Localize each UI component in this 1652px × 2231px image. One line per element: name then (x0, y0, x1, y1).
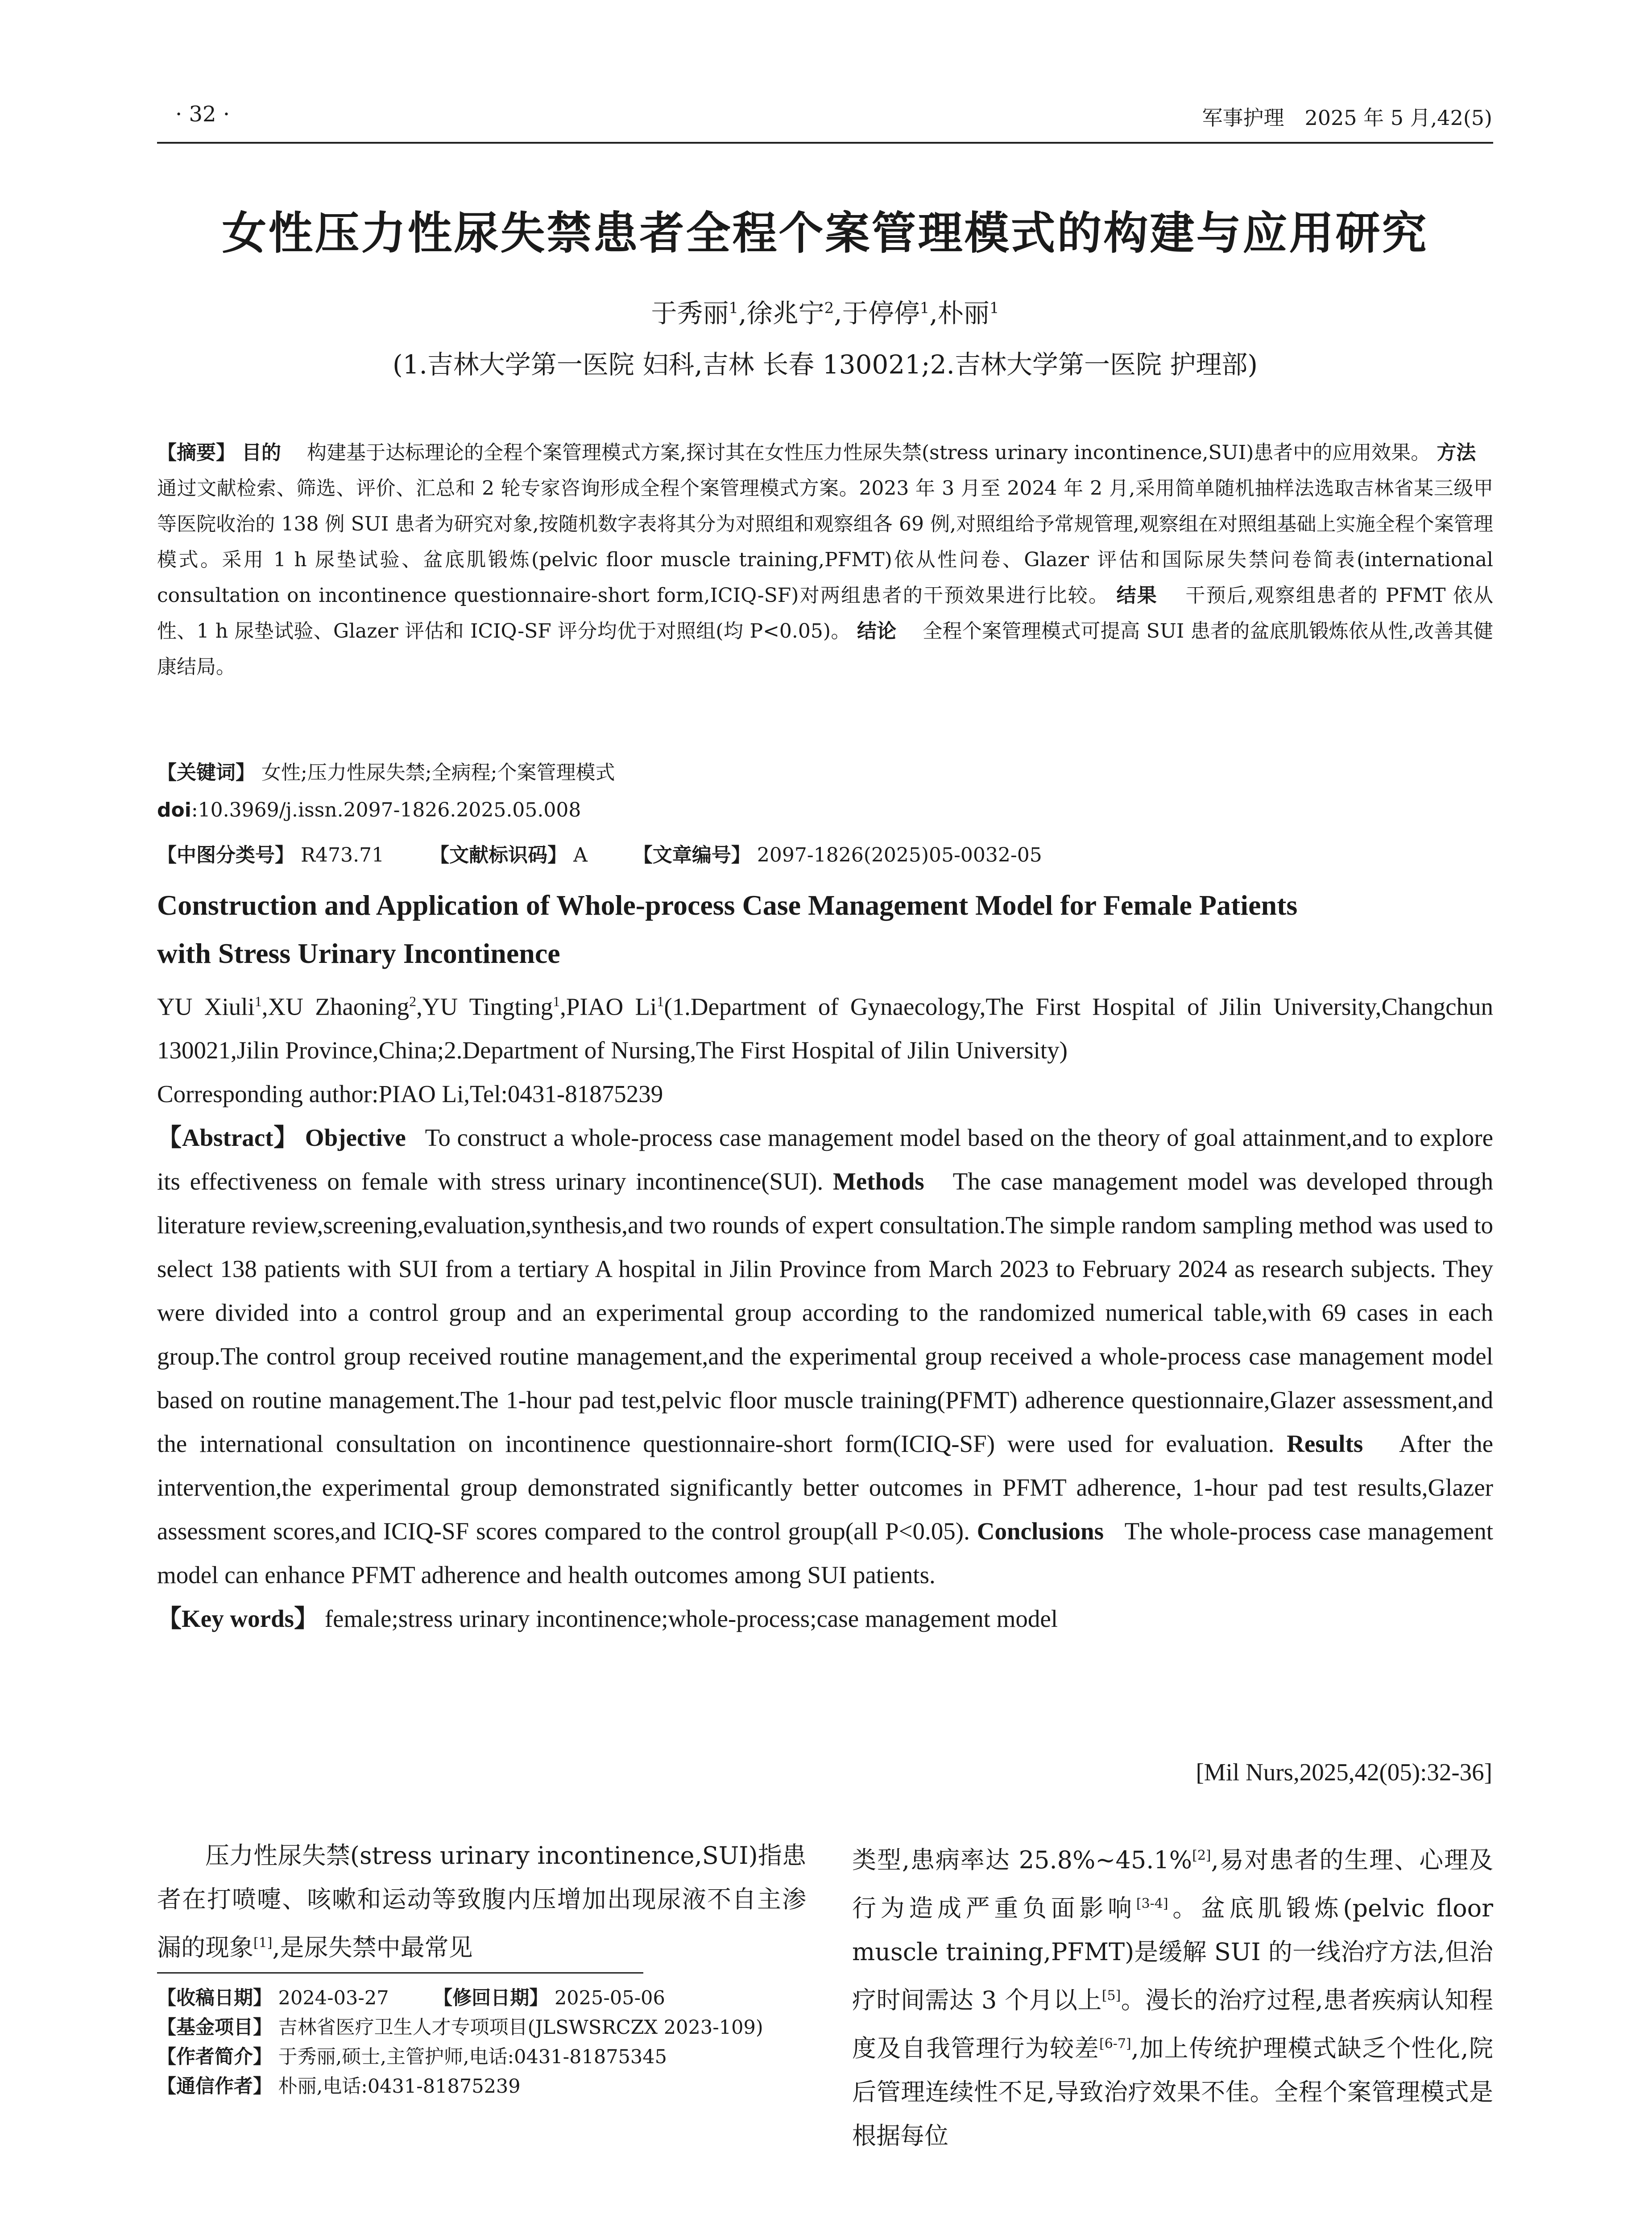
keywords-en-text: female;stress urinary incontinence;whole-process;case management model (324, 1605, 1058, 1633)
corresponding-text: 朴丽,电话:0431-81875239 (278, 2075, 521, 2098)
clc-value: R473.71 (301, 844, 385, 867)
reference-mark[interactable]: [2] (1192, 1848, 1211, 1863)
author-name-en: PIAO Li (566, 993, 657, 1020)
article-no-label: 【文章编号】 (633, 844, 751, 867)
author-name-en: XU Zhaoning (268, 993, 410, 1020)
revised-label: 【修回日期】 (433, 1987, 549, 2009)
reference-mark[interactable]: [1] (253, 1935, 273, 1951)
methods-label: 方法 (1437, 441, 1476, 464)
footnote-corresponding (157, 2072, 806, 2101)
methods-en-text: The case management model was developed through literature review,screening,evaluation,synthesis,and two rounds of expert consultation.The simple random sampling method was used to select 138 patients with SUI from a tertiary A hospital in Jilin Province from March 2023 to February 2024 as research subjects. They were divided into a control group and an experimental group according to the randomized numerical table,with 69 cases in each group.The control group received routine management,and the experimental group received a whole-process case management model based on routine management.The 1-hour pad test,pelvic floor muscle training(PFMT) adherence questionnaire,Glazer assessment,and the international consultation on incontinence questionnaire-short form(ICIQ-SF) were used for evaluation. (157, 1168, 1493, 1458)
author-bio-label: 【作者简介】 (157, 2046, 272, 2068)
authors-en: YU Xiuli$^1$,XU Zhaoning$^2$,YU Tingting$^1$,PIAO Li$^1$(1.Department of Gynaecology,The First Hospital of Jilin University,Changchun 130021,Jilin Province,China;2.Department of Nursing,The First Hospital of Jilin University) (157, 993, 1493, 1064)
body-paragraph (852, 1834, 1493, 2158)
body-text: ,易对患者的生理、心理及行为造成严重负面影响 (852, 1846, 1493, 1922)
objective-en-text: To construct a whole-process case management model based on the theory of goal attainment,and to explore its effectiveness on female with stress urinary incontinence(SUI). (157, 1124, 1493, 1195)
author-sup: 1 (729, 299, 739, 317)
affiliation-en: (1.Department of Gynaecology,The First Hospital of Jilin University,Changchun 130021,Jilin Province,China;2.Department of Nursing,The First Hospital of Jilin University) (157, 993, 1493, 1064)
author-sup-en: 1 (254, 993, 262, 1009)
english-title-line1: Construction and Application of Whole-process Case Management Model for Female Patients (157, 889, 1298, 921)
footnotes (157, 1983, 806, 2101)
doi-label: doi (157, 799, 191, 821)
doc-code-label: 【文献标识码】 (430, 844, 567, 867)
reference-mark[interactable]: [5] (1101, 1988, 1121, 2003)
objective-text: 构建基于达标理论的全程个案管理模式方案,探讨其在女性压力性尿失禁(stress urinary incontinence,SUI)患者中的应用效果。 (307, 441, 1431, 464)
results-en-text: After the intervention,the experimental group demonstrated significantly better outcomes in PFMT adherence, 1-hour pad test results,Glazer assessment scores,and ICIQ-SF scores compared to the control group(all P<0.05). (157, 1430, 1493, 1545)
abstract-en-label: 【Abstract】 (157, 1124, 299, 1152)
results-text: 干预后,观察组患者的 PFMT 依从性、1 h 尿垫试验、Glazer 评估和 ICIQ-SF 评分均优于对照组(均 P<0.05)。 (157, 584, 1493, 643)
doi-text: :10.3969/j.issn.2097-1826.2025.05.008 (191, 799, 581, 821)
objective-en-label: Objective (305, 1124, 406, 1152)
fund-text: 吉林省医疗卫生人才专项项目(JLSWSRCZX 2023-109) (278, 2016, 763, 2039)
footnote-dates (157, 1983, 806, 2013)
conclusions-en-text: The whole-process case management model can enhance PFMT adherence and health outcomes among SUI patients. (157, 1518, 1494, 1589)
footnote-author (157, 2042, 806, 2072)
footnote-rule (157, 1972, 643, 1974)
footnote-fund (157, 2013, 806, 2042)
journal-info: 军事护理 2025 年 5 月,42(5) (1202, 106, 1492, 130)
received-label: 【收稿日期】 (157, 1987, 272, 2009)
author-sup: 1 (989, 299, 999, 317)
author-name: 徐兆宁 (746, 298, 824, 328)
keywords-zh (157, 756, 1493, 785)
author-sup-en: 1 (553, 993, 560, 1009)
body-right-column (852, 1834, 1493, 2158)
keywords-en (157, 1597, 1493, 1641)
body-text: 。盆底肌锻炼(pelvic floor muscle training,PFMT)是缓解 SUI 的一线治疗方法,但治疗时间需达 3 个月以上 (852, 1894, 1493, 2014)
keywords-text: 女性;压力性尿失禁;全病程;个案管理模式 (261, 761, 615, 784)
citation: [Mil Nurs,2025,42(05):32-36] (1196, 1758, 1492, 1786)
author-name-en: YU Tingting (422, 993, 553, 1020)
results-label: 结果 (1116, 584, 1158, 607)
author-sup-en: 2 (409, 993, 417, 1009)
doc-code-value: A (573, 844, 588, 867)
conclusions-en-label: Conclusions (977, 1518, 1104, 1545)
body-text: ,加上传统护理模式缺乏个性化,院后管理连续性不足,导致治疗效果不佳。全程个案管理模式是根据每位 (852, 2034, 1493, 2150)
author-name: 于秀丽 (651, 298, 729, 328)
reference-mark[interactable]: [3-4] (1136, 1896, 1168, 1912)
corresponding-label: 【通信作者】 (157, 2075, 272, 2098)
authors-zh: 于秀丽$^1$,徐兆宁$^2$,于停停$^1$,朴丽$^1$ (651, 298, 999, 328)
body-text: 。漫长的治疗过程,患者疾病认知程度及自我管理行为较差 (852, 1986, 1493, 2062)
body-text: ,是尿失禁中最常见 (272, 1933, 473, 1961)
results-en-label: Results (1287, 1430, 1363, 1458)
reference-mark[interactable]: [6-7] (1099, 2036, 1131, 2052)
doi-line (157, 799, 1493, 821)
abstract-en (157, 1116, 1493, 1597)
keywords-label: 【关键词】 (157, 761, 255, 784)
body-text: 压力性尿失禁(stress urinary incontinence,SUI)指患者在打喷嚏、咳嗽和运动等致腹内压增加出现尿液不自主渗漏的现象 (157, 1841, 806, 1961)
keywords-en-label: 【Key words】 (157, 1605, 319, 1633)
conclusion-text: 全程个案管理模式可提高 SUI 患者的盆底肌锻炼依从性,改善其健康结局。 (157, 620, 1493, 678)
author-name: 于停停 (842, 298, 920, 328)
english-title (157, 881, 1493, 978)
body-paragraph (157, 1834, 806, 1970)
received-date: 2024-03-27 (278, 1987, 389, 2009)
revised-date: 2025-05-06 (554, 1987, 665, 2009)
author-name-en: YU Xiuli (157, 993, 255, 1020)
affiliation-zh: (1.吉林大学第一医院 妇科,吉林 长春 130021;2.吉林大学第一医院 护理部) (392, 349, 1258, 380)
author-name: 朴丽 (937, 298, 990, 328)
conclusion-label: 结论 (857, 620, 897, 643)
objective-label: 目的 (242, 441, 281, 464)
page-number: · 32 · (175, 102, 230, 127)
english-title-line2: with Stress Urinary Incontinence (157, 937, 560, 969)
methods-en-label: Methods (832, 1168, 924, 1195)
body-left-column (157, 1834, 806, 1970)
header-rule (157, 142, 1493, 144)
clc-label: 【中图分类号】 (157, 844, 294, 867)
author-sup: 2 (824, 299, 834, 317)
abstract-label: 【摘要】 (157, 441, 236, 464)
article-no-value: 2097-1826(2025)05-0032-05 (757, 844, 1042, 867)
page-title: 女性压力性尿失禁患者全程个案管理模式的构建与应用研究 (222, 207, 1428, 259)
classification-line (157, 839, 1493, 867)
author-bio-text: 于秀丽,硕士,主管护师,电话:0431-81875345 (278, 2046, 667, 2068)
methods-text: 通过文献检索、筛选、评价、汇总和 2 轮专家咨询形成全程个案管理模式方案。2023 年 3 月至 2024 年 2 月,采用简单随机抽样法选取吉林省某三级甲等医院收治的 138 例 SUI 患者为研究对象,按随机数字表将其分为对照组和观察组各 69 例,对照组给予常规管理,观察组在对照组基础上实施全程个案管理模式。采用 1 h 尿垫试验、盆底肌锻炼(pelvic floor muscle training,PFMT)依从性问卷、Glazer 评估和国际尿失禁问卷简表(international consultation on incontinence questionnaire-short form,ICIQ-SF)对两组患者的干预效果进行比较。 (157, 477, 1493, 607)
fund-label: 【基金项目】 (157, 2016, 272, 2039)
english-abstract-block (157, 979, 1493, 1641)
abstract-zh (157, 435, 1493, 685)
author-sup: 1 (919, 299, 930, 317)
body-text: 类型,患病率达 25.8%~45.1% (852, 1846, 1192, 1874)
corresponding-author: Corresponding author:PIAO Li,Tel:0431-81875239 (157, 1080, 663, 1108)
author-sup-en: 1 (657, 993, 664, 1009)
